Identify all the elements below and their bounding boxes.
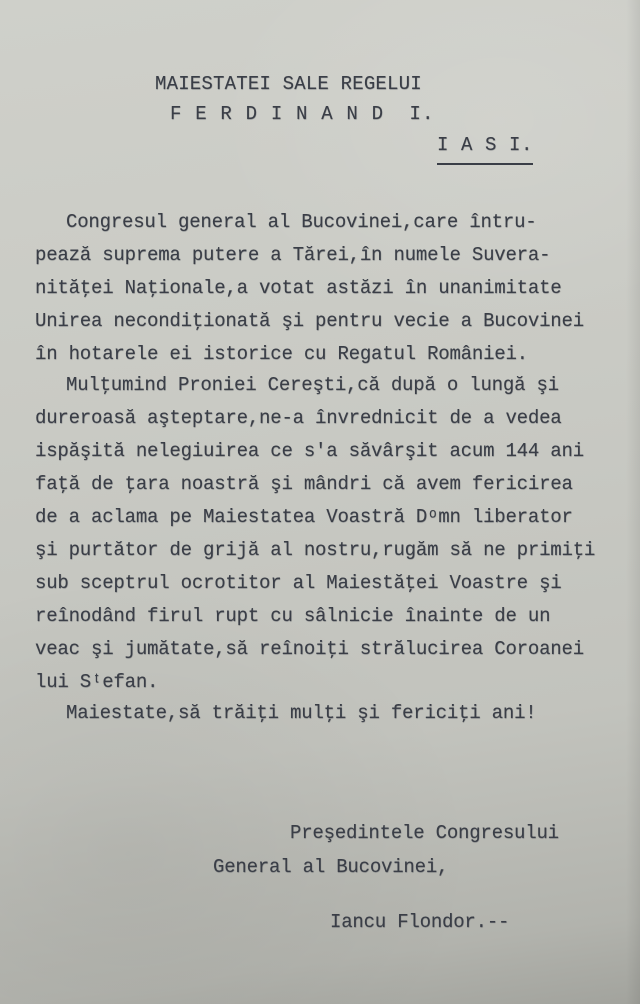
text-line: ispăşită nelegiuirea ce s'a săvârşit acum 144 ani [35, 440, 584, 462]
signature-role-line-1: Preşedintele Congresului [290, 822, 559, 844]
text-line: nităţei Naţionale,a votat astăzi în unanimitate [35, 277, 562, 299]
signature-name-line: Iancu Flondor.-- [330, 911, 510, 933]
signature-role-line-2: General al Bucovinei, [213, 856, 449, 878]
paragraph-union-declaration [35, 206, 584, 371]
text-line: Mulţumind Proniei Cereşti,că după o lungă şi [66, 374, 559, 396]
text-line: de a aclama pe Maiestatea Voastră Dᵒmn liberator [35, 506, 573, 528]
paragraph-homage-to-king [35, 369, 595, 699]
text-line: în hotarele ei istorice cu Regatul României. [35, 343, 528, 365]
text-line: faţă de ţara noastră şi mândri că avem fericirea [35, 473, 573, 495]
closing-salutation-line: Maiestate,să trăiţi mulţi şi fericiţi ani! [66, 702, 537, 724]
page-edge-shadow [626, 0, 640, 1004]
text-line: Unirea necondiţionată şi pentru vecie a Bucovinei [35, 310, 584, 332]
text-line: lui Sᵗefan. [35, 671, 159, 693]
recipient-name-line: F E R D I N A N D I. [170, 103, 435, 125]
text-line: reînodând firul rupt cu sâlnicie înainte de un [35, 605, 551, 627]
text-line: pează suprema putere a Tărei,în numele Suvera- [35, 244, 551, 266]
text-line: sub sceptrul ocrotitor al Maiestăţei Voastre şi [35, 572, 562, 594]
text-line: veac şi jumătate,să reînoiţi strălucirea Coroanei [35, 638, 584, 660]
location-line: I A S I. [437, 129, 533, 165]
text-line: şi purtător de grijă al nostru,rugăm să ne primiţi [35, 539, 596, 561]
header-addressee-line: MAIESTATEI SALE REGELUI [155, 73, 422, 95]
text-line: dureroasă aşteptare,ne-a învrednicit de a vedea [35, 407, 562, 429]
text-line: Congresul general al Bucovinei,care întru- [66, 211, 537, 233]
